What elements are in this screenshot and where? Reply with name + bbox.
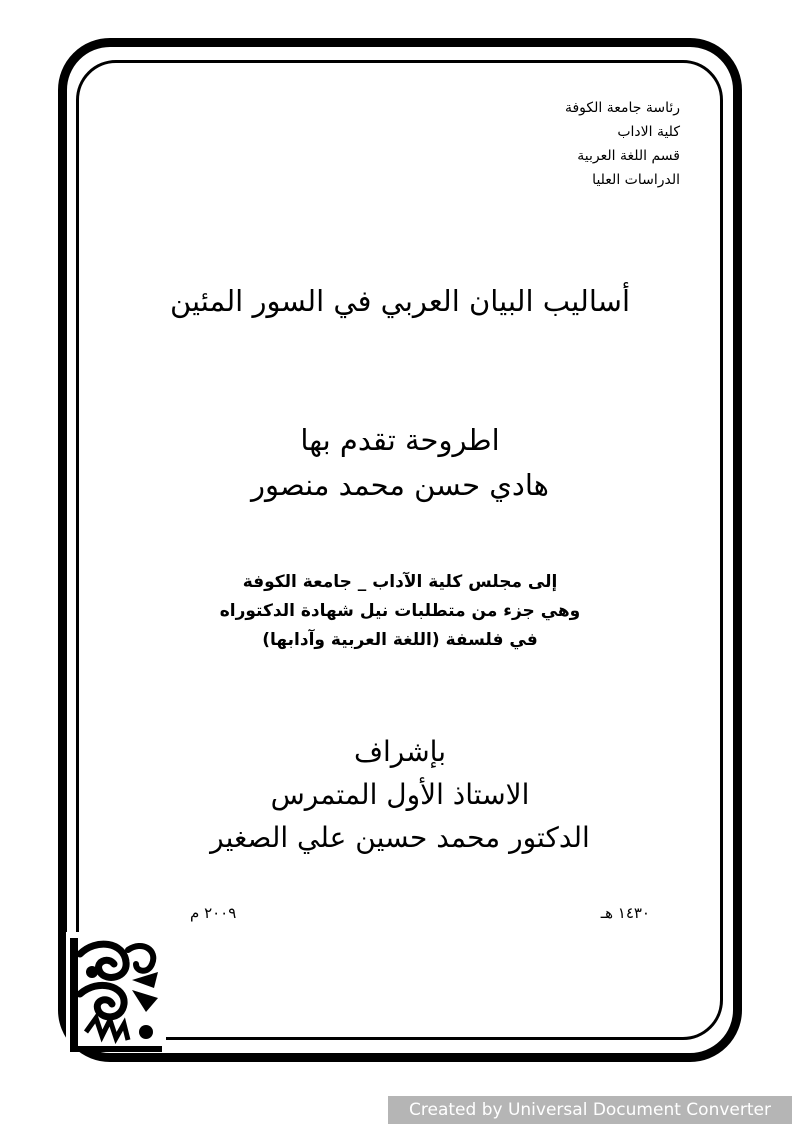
council-line-3: في فلسفة (اللغة العربية وآدابها) xyxy=(262,630,538,650)
header-university: رئاسة جامعة الكوفة xyxy=(564,100,680,116)
submission-line: اطروحة تقدم بها xyxy=(300,423,500,457)
inner-border-frame xyxy=(76,60,723,1040)
header-college: كلية الاداب xyxy=(617,124,680,140)
gregorian-date: ٢٠٠٩ م xyxy=(190,904,237,922)
header-department: قسم اللغة العربية xyxy=(577,148,680,164)
thesis-title: أساليب البيان العربي في السور المئين xyxy=(169,284,631,318)
council-line-2: وهي جزء من متطلبات نيل شهادة الدكتوراه xyxy=(219,601,581,621)
institution-header xyxy=(380,96,680,192)
hijri-date: ١٤٣٠ هـ xyxy=(600,904,650,922)
author-name: هادي حسن محمد منصور xyxy=(251,468,549,502)
supervisor-name: الدكتور محمد حسين علي الصغير xyxy=(210,821,590,854)
council-block xyxy=(100,568,700,655)
header-graduate-studies: الدراسات العليا xyxy=(592,172,680,188)
supervisor-rank: الاستاذ الأول المتمرس xyxy=(270,778,530,811)
converter-watermark: Created by Universal Document Converter xyxy=(388,1096,792,1124)
submission-block xyxy=(100,418,700,508)
supervision-block xyxy=(100,730,700,859)
council-line-1: إلى مجلس كلية الآداب _ جامعة الكوفة xyxy=(242,572,558,592)
corner-ornament-icon xyxy=(66,932,166,1052)
supervision-label: بإشراف xyxy=(353,735,447,768)
